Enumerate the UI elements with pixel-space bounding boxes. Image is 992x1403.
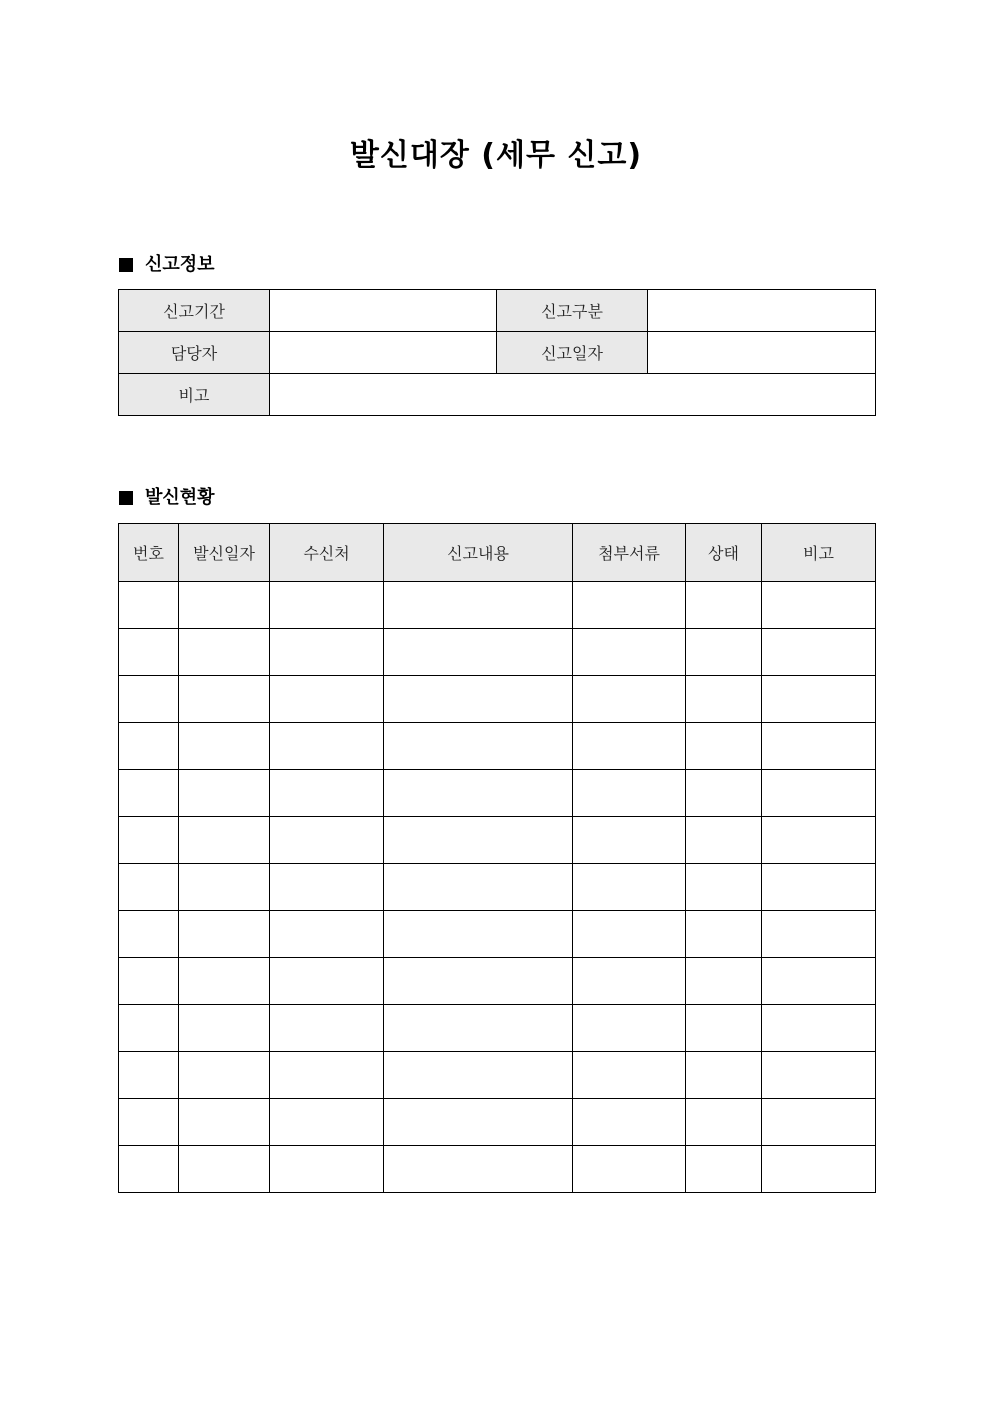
cell-number[interactable] (119, 629, 179, 676)
table-row (119, 817, 876, 864)
cell-status[interactable] (686, 1052, 762, 1099)
column-header-status: 상태 (686, 524, 762, 582)
cell-dispatch-date[interactable] (179, 1099, 270, 1146)
cell-remarks[interactable] (762, 817, 876, 864)
cell-report-content[interactable] (384, 770, 573, 817)
cell-attachments[interactable] (573, 770, 686, 817)
remarks-field[interactable] (270, 374, 876, 416)
cell-recipient[interactable] (270, 1005, 384, 1052)
info-row-period (119, 290, 876, 332)
cell-status[interactable] (686, 911, 762, 958)
cell-status[interactable] (686, 958, 762, 1005)
cell-recipient[interactable] (270, 958, 384, 1005)
cell-dispatch-date[interactable] (179, 1052, 270, 1099)
cell-remarks[interactable] (762, 958, 876, 1005)
cell-dispatch-date[interactable] (179, 676, 270, 723)
cell-status[interactable] (686, 864, 762, 911)
cell-recipient[interactable] (270, 676, 384, 723)
cell-dispatch-date[interactable] (179, 629, 270, 676)
cell-report-content[interactable] (384, 864, 573, 911)
cell-dispatch-date[interactable] (179, 723, 270, 770)
category-label: 신고구분 (497, 290, 648, 332)
cell-number[interactable] (119, 864, 179, 911)
table-row (119, 1146, 876, 1193)
cell-dispatch-date[interactable] (179, 958, 270, 1005)
dispatch-status-table (118, 523, 876, 1193)
table-row (119, 1099, 876, 1146)
document-title: 발신대장 (세무 신고) (349, 138, 643, 173)
cell-report-content[interactable] (384, 676, 573, 723)
cell-number[interactable] (119, 911, 179, 958)
cell-number[interactable] (119, 958, 179, 1005)
cell-attachments[interactable] (573, 958, 686, 1005)
cell-status[interactable] (686, 770, 762, 817)
cell-attachments[interactable] (573, 817, 686, 864)
cell-remarks[interactable] (762, 1146, 876, 1193)
cell-status[interactable] (686, 817, 762, 864)
cell-recipient[interactable] (270, 1146, 384, 1193)
cell-report-content[interactable] (384, 723, 573, 770)
cell-attachments[interactable] (573, 582, 686, 629)
cell-status[interactable] (686, 1146, 762, 1193)
cell-recipient[interactable] (270, 1052, 384, 1099)
cell-dispatch-date[interactable] (179, 911, 270, 958)
cell-recipient[interactable] (270, 582, 384, 629)
cell-remarks[interactable] (762, 1005, 876, 1052)
column-header-number: 번호 (119, 524, 179, 582)
cell-dispatch-date[interactable] (179, 817, 270, 864)
table-row (119, 770, 876, 817)
cell-attachments[interactable] (573, 676, 686, 723)
cell-report-content[interactable] (384, 817, 573, 864)
cell-recipient[interactable] (270, 1099, 384, 1146)
cell-report-content[interactable] (384, 1099, 573, 1146)
cell-remarks[interactable] (762, 1052, 876, 1099)
cell-number[interactable] (119, 1005, 179, 1052)
report-date-field[interactable] (648, 332, 876, 374)
cell-status[interactable] (686, 629, 762, 676)
cell-recipient[interactable] (270, 911, 384, 958)
cell-recipient[interactable] (270, 817, 384, 864)
square-bullet-icon (119, 258, 133, 272)
cell-number[interactable] (119, 817, 179, 864)
table-row (119, 629, 876, 676)
cell-remarks[interactable] (762, 770, 876, 817)
table-row (119, 864, 876, 911)
info-section-heading (119, 253, 215, 277)
info-section-title: 신고정보 (145, 254, 215, 275)
cell-dispatch-date[interactable] (179, 582, 270, 629)
cell-number[interactable] (119, 1099, 179, 1146)
cell-attachments[interactable] (573, 723, 686, 770)
column-header-attachments: 첨부서류 (573, 524, 686, 582)
cell-report-content[interactable] (384, 958, 573, 1005)
cell-dispatch-date[interactable] (179, 1146, 270, 1193)
cell-status[interactable] (686, 723, 762, 770)
cell-attachments[interactable] (573, 1052, 686, 1099)
cell-report-content[interactable] (384, 1146, 573, 1193)
cell-remarks[interactable] (762, 629, 876, 676)
cell-recipient[interactable] (270, 723, 384, 770)
table-row (119, 1052, 876, 1099)
report-date-label: 신고일자 (497, 332, 648, 374)
period-field[interactable] (270, 290, 497, 332)
cell-attachments[interactable] (573, 911, 686, 958)
cell-recipient[interactable] (270, 629, 384, 676)
cell-remarks[interactable] (762, 582, 876, 629)
info-row-remarks (119, 374, 876, 416)
remarks-label: 비고 (119, 374, 270, 416)
cell-number[interactable] (119, 582, 179, 629)
cell-dispatch-date[interactable] (179, 1005, 270, 1052)
status-table-body (119, 582, 876, 1193)
column-header-remarks: 비고 (762, 524, 876, 582)
table-row (119, 723, 876, 770)
table-row (119, 958, 876, 1005)
cell-number[interactable] (119, 723, 179, 770)
cell-status[interactable] (686, 582, 762, 629)
table-row (119, 582, 876, 629)
cell-number[interactable] (119, 676, 179, 723)
cell-attachments[interactable] (573, 629, 686, 676)
column-header-report-content: 신고내용 (384, 524, 573, 582)
category-field[interactable] (648, 290, 876, 332)
column-header-dispatch-date: 발신일자 (179, 524, 270, 582)
table-row (119, 676, 876, 723)
table-row (119, 911, 876, 958)
period-label: 신고기간 (119, 290, 270, 332)
report-info-table (118, 289, 876, 416)
cell-report-content[interactable] (384, 1005, 573, 1052)
cell-status[interactable] (686, 1099, 762, 1146)
cell-dispatch-date[interactable] (179, 864, 270, 911)
cell-remarks[interactable] (762, 911, 876, 958)
cell-recipient[interactable] (270, 864, 384, 911)
cell-attachments[interactable] (573, 1005, 686, 1052)
cell-number[interactable] (119, 770, 179, 817)
table-row (119, 1005, 876, 1052)
cell-report-content[interactable] (384, 1052, 573, 1099)
cell-attachments[interactable] (573, 1099, 686, 1146)
cell-remarks[interactable] (762, 676, 876, 723)
cell-status[interactable] (686, 676, 762, 723)
cell-report-content[interactable] (384, 582, 573, 629)
manager-label: 담당자 (119, 332, 270, 374)
cell-report-content[interactable] (384, 629, 573, 676)
cell-remarks[interactable] (762, 723, 876, 770)
status-table-header (119, 524, 876, 582)
cell-remarks[interactable] (762, 864, 876, 911)
cell-dispatch-date[interactable] (179, 770, 270, 817)
cell-number[interactable] (119, 1052, 179, 1099)
cell-report-content[interactable] (384, 911, 573, 958)
cell-status[interactable] (686, 1005, 762, 1052)
manager-field[interactable] (270, 332, 497, 374)
info-row-manager (119, 332, 876, 374)
cell-number[interactable] (119, 1146, 179, 1193)
square-bullet-icon (119, 491, 133, 505)
cell-remarks[interactable] (762, 1099, 876, 1146)
cell-attachments[interactable] (573, 864, 686, 911)
column-header-recipient: 수신처 (270, 524, 384, 582)
cell-recipient[interactable] (270, 770, 384, 817)
cell-attachments[interactable] (573, 1146, 686, 1193)
status-section-heading (119, 486, 215, 510)
status-section-title: 발신현황 (145, 487, 215, 508)
